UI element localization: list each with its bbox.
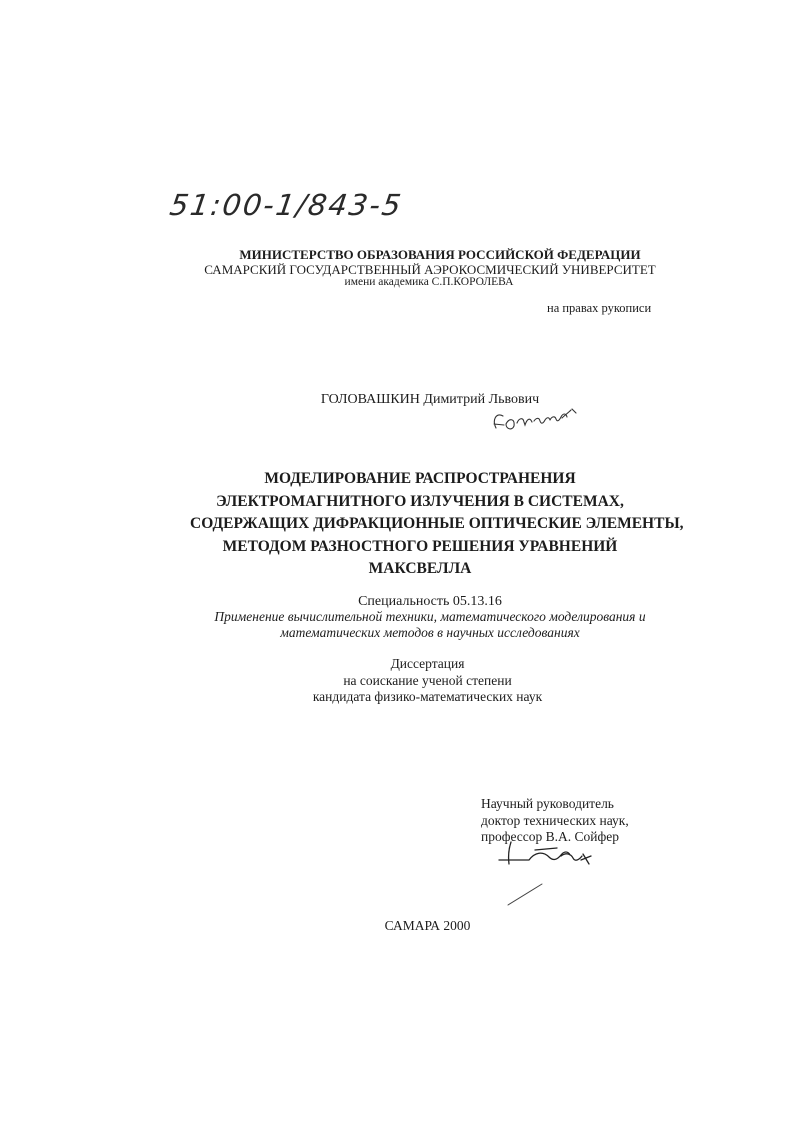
author-signature — [490, 398, 582, 438]
title-line: СОДЕРЖАЩИХ ДИФРАКЦИОННЫЕ ОПТИЧЕСКИЕ ЭЛЕМЕНТЫ, — [190, 515, 684, 532]
thesis-line: на соискание ученой степени — [343, 672, 512, 688]
specialty-description — [195, 609, 665, 641]
title-line: ЭЛЕКТРОМАГНИТНОГО ИЗЛУЧЕНИЯ В СИСТЕМАХ, — [216, 492, 624, 510]
title-line: МАКСВЕЛЛА — [368, 560, 472, 577]
thesis-line: кандидата физико-математических наук — [312, 689, 543, 704]
archive-number: 51:00-1/843-5 — [167, 188, 405, 222]
title-line: МОДЕЛИРОВАНИЕ РАСПРОСТРАНЕНИЯ — [264, 470, 576, 487]
specialty-description-line: Применение вычислительной техники, математического моделирования и — [214, 609, 646, 624]
supervisor-line: доктор технических наук, — [481, 812, 629, 828]
title-line: МЕТОДОМ РАЗНОСТНОГО РЕШЕНИЯ УРАВНЕНИЙ — [222, 537, 618, 555]
supervisor-line: Научный руководитель — [481, 796, 614, 811]
named-after-line: имени академика С.П.КОРОЛЕВА — [344, 276, 514, 288]
ministry-heading: МИНИСТЕРСТВО ОБРАЗОВАНИЯ РОССИЙСКОЙ ФЕДЕРАЦИИ — [239, 247, 641, 262]
specialty-code: Специальность 05.13.16 — [358, 594, 502, 609]
rights-note: на правах рукописи — [547, 301, 652, 315]
supervisor-signature — [495, 838, 605, 874]
university-heading: САМАРСКИЙ ГОСУДАРСТВЕННЫЙ АЭРОКОСМИЧЕСКИЙ УНИВЕРСИТЕТ — [204, 262, 656, 277]
dissertation-title — [190, 468, 684, 581]
pen-stroke-mark — [505, 880, 545, 908]
author-name: ГОЛОВАШКИН Димитрий Львович — [320, 392, 540, 407]
specialty-description-line: математических методов в научных исследованиях — [280, 625, 580, 640]
thesis-line: Диссертация — [390, 656, 465, 671]
city-year: САМАРА 2000 — [384, 918, 471, 933]
thesis-statement — [0, 656, 795, 706]
supervisor-line: профессор В.А. Сойфер — [481, 829, 620, 844]
